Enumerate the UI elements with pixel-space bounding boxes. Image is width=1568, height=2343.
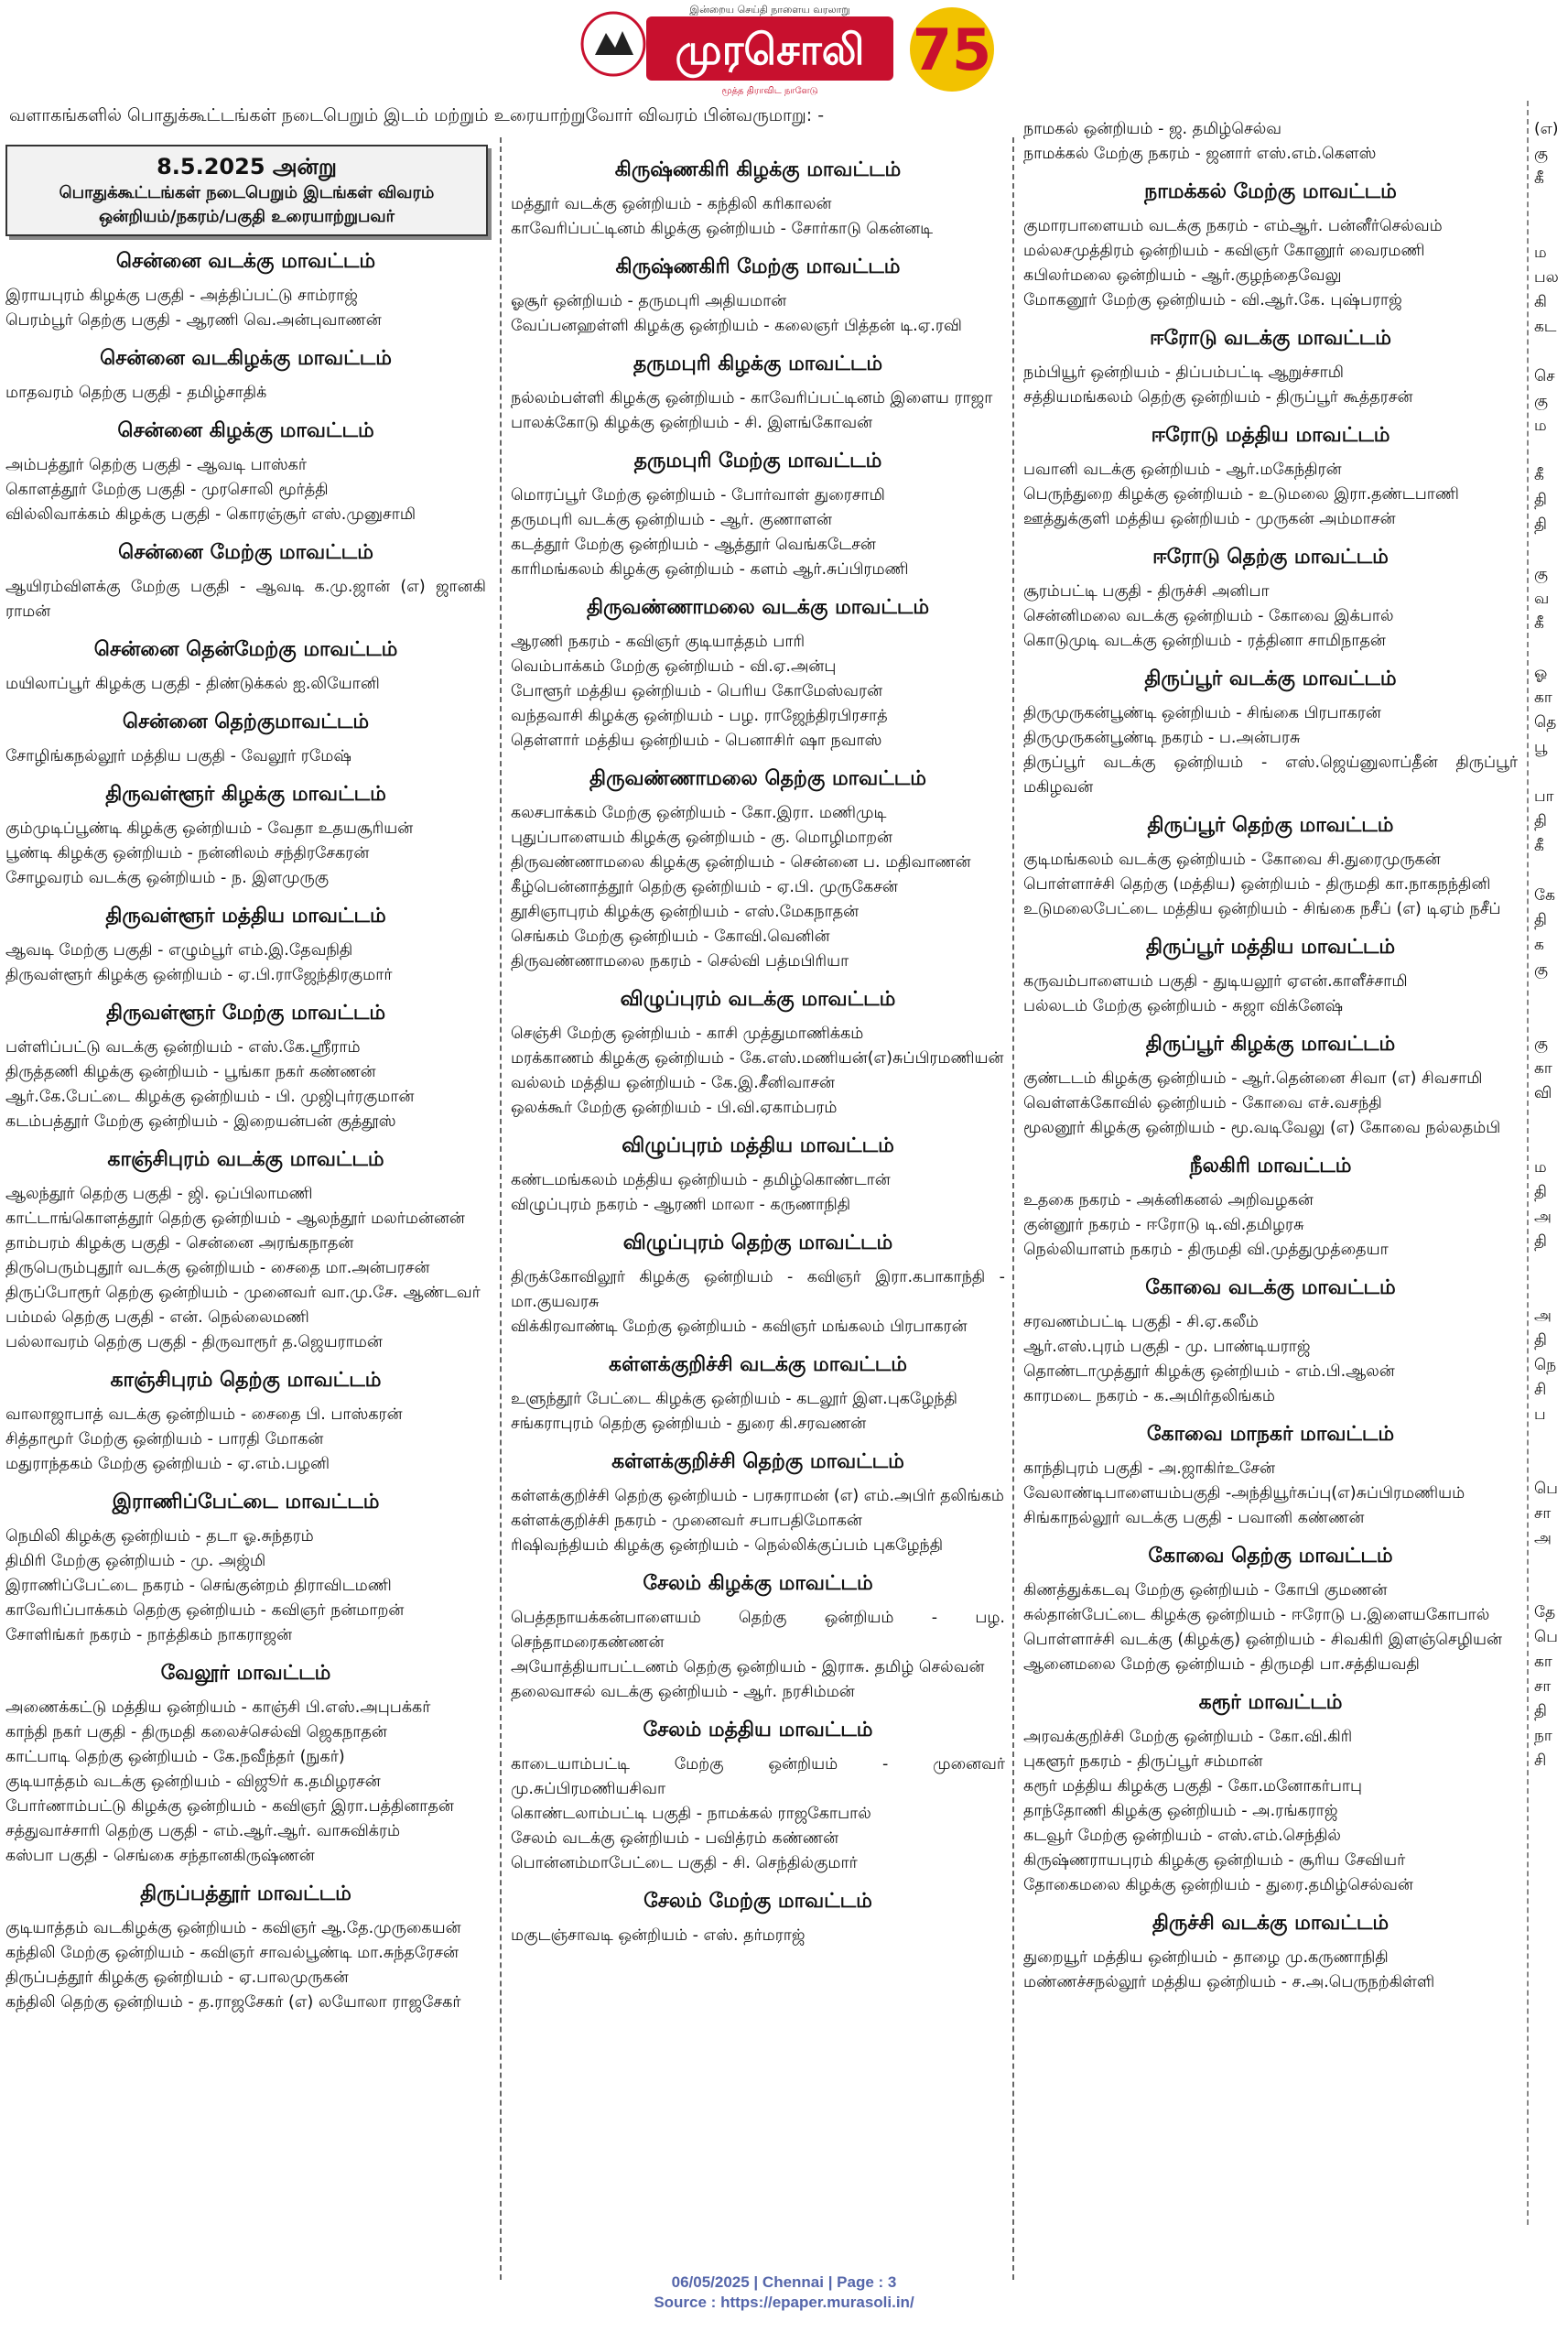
venue-speaker-line: காரமடை நகரம் - க.அமிர்தலிங்கம் [1023,1387,1275,1405]
venue-speaker-line: திருப்போரூர் தெற்கு ஒன்றியம் - முனைவர் வா.மு.சே. ஆண்டவர் [5,1284,481,1302]
edge-fragment: தி [1534,515,1547,534]
venue-speaker-line: காந்திபுரம் பகுதி - அ.ஜாகிர்உசேன் [1023,1459,1276,1478]
venue-speaker-line: வாலாஜாபாத் வடக்கு ஒன்றியம் - சைதை பி. பாஸ்கரன் [5,1405,403,1424]
venue-speaker-line: திருத்தணி கிழக்கு ஒன்றியம் - பூங்கா நகர் கண்ணன் [5,1063,376,1081]
venue-speaker-line: கொடுமுடி வடக்கு ஒன்றியம் - ரத்தினா சாமிநாதன் [1023,632,1386,650]
district-list [1023,179,1518,1995]
venue-speaker-line: நெமிலி கிழக்கு ஒன்றியம் - தடா ஓ.சுந்தரம் [5,1527,314,1546]
venue-speaker-line: மல்லசமுத்திரம் ஒன்றியம் - கவிஞர் கோனூர் வைரமணி [1023,242,1425,260]
district-heading: கரூர் மாவட்டம் [1198,1691,1343,1714]
venue-speaker-line: பள்ளிப்பட்டு வடக்கு ஒன்றியம் - எஸ்.கே.ஸ்ரீராம் [5,1038,361,1057]
venue-speaker-line: தோகைமலை கிழக்கு ஒன்றியம் - துரை.தமிழ்செல்வன் [1023,1876,1413,1894]
venue-speaker-line: குமாரபாளையம் வடக்கு நகரம் - எம்ஆர். பன்னீர்செல்வம் [1023,217,1443,235]
venue-speaker-line: காட்பாடி தெற்கு ஒன்றியம் - கே.நவீந்தர் (நுகர்) [5,1748,345,1766]
edge-fragment [1534,1254,1568,1279]
district-heading: ஈரோடு வடக்கு மாவட்டம் [1150,327,1391,350]
venue-speaker-line: ஆனைமலை மேற்கு ஒன்றியம் - திருமதி பா.சத்தியவதி [1023,1655,1420,1674]
venue-speaker-line: சத்துவாச்சாரி தெற்கு பகுதி - எம்.ஆர்.ஆர். வாசுவிக்ரம் [5,1822,401,1840]
edge-fragment [1534,1106,1568,1131]
venue-speaker-line: பல்லடம் மேற்கு ஒன்றியம் - சுஜா விக்னேஷ் [1023,997,1344,1015]
venue-speaker-line: கள்ளக்குறிச்சி தெற்கு ஒன்றியம் - பரசுராமன் (எ) எம்.அபிர் தலிங்கம் [511,1487,1004,1505]
logo-tagline: இன்றைய செய்தி நாளைய வரலாறு [689,4,850,16]
venue-speaker-line: காவேரிப்பாக்கம் தெற்கு ஒன்றியம் - கவிஞர் நன்மாறன் [5,1601,405,1620]
venue-speaker-line: தாம்பரம் கிழக்கு பகுதி - சென்னை அரங்கநாதன் [5,1234,354,1253]
edge-fragment: ஓ [1534,664,1548,682]
district-heading: நீலகிரி மாவட்டம் [1189,1155,1352,1177]
venue-speaker-line: கடத்தூர் மேற்கு ஒன்றியம் - ஆத்தூர் வெங்கடேசன் [511,536,876,554]
column-divider [1527,101,1529,2225]
venue-speaker-line: மத்தூர் வடக்கு ஒன்றியம் - கந்திலி கரிகாலன் [511,195,832,213]
edge-fragment: கு [1534,960,1549,979]
logo-title: முரசொலி [675,25,865,74]
venue-speaker-line: புதுப்பாளையம் கிழக்கு ஒன்றியம் - கு. மொழிமாறன் [511,829,892,847]
venue-speaker-line: மகுடஞ்சாவடி ஒன்றியம் - எஸ். தர்மராஜ் [511,1926,806,1945]
venue-speaker-line: துறையூர் மத்திய ஒன்றியம் - தாழை மு.கருணாநிதி [1023,1948,1389,1967]
district-list [511,157,1005,1948]
logo-anniversary: 75 [912,16,992,83]
edge-fragment: நா [1534,1727,1552,1745]
venue-speaker-line: கொண்டலாம்பட்டி பகுதி - நாமக்கல் ராஜகோபால் [511,1805,871,1823]
continued-line: நாமகல் ஒன்றியம் - ஜ. தமிழ்செல்வ [1023,120,1281,138]
venue-speaker-line: உடுமலைபேட்டை மத்திய ஒன்றியம் - சிங்கை நசீப் (எ) டிஏம் நசீப் [1023,900,1501,918]
venue-speaker-line: சத்தியமங்கலம் தெற்கு ஒன்றியம் - திருப்பூர் கூத்தரசன் [1023,388,1413,407]
venue-speaker-line: மோகனூர் மேற்கு ஒன்றியம் - வி.ஆர்.கே. புஷ்பராஜ் [1023,291,1402,309]
column-divider [1012,137,1014,2280]
edge-fragment: நெ [1534,1356,1557,1374]
edge-fragment [1534,1452,1568,1477]
venue-speaker-line: ரிஷிவந்தியம் கிழக்கு ஒன்றியம் - நெல்லிக்குப்பம் புகழேந்தி [511,1536,944,1555]
venue-speaker-line: மரக்காணம் கிழக்கு ஒன்றியம் - கே.எஸ்.மணியன்(எ)சுப்பிரமணியன் [511,1049,1004,1068]
edge-fragment: அ [1534,1307,1552,1325]
venue-speaker-line: வல்லம் மத்திய ஒன்றியம் - கே.இ.சீனிவாசன் [511,1074,835,1092]
venue-speaker-line: அம்பத்தூர் தெற்கு பகுதி - ஆவடி பாஸ்கர் [5,456,307,474]
venue-speaker-line: கொளத்தூர் மேற்கு பகுதி - முரசொலி மூர்த்தி [5,481,329,499]
edge-fragment: (எ) [1534,120,1559,138]
venue-speaker-line: புகளூர் நகரம் - திருப்பூர் சம்மான் [1023,1752,1263,1771]
edge-fragment: சா [1534,1677,1552,1696]
venue-speaker-line: சென்னிமலை வடக்கு ஒன்றியம் - கோவை இக்பால் [1023,607,1394,625]
cropped-column-edge [1534,117,1568,1774]
district-heading: திருவண்ணாமலை தெற்கு மாவட்டம் [589,767,926,790]
venue-speaker-line: ஆர்.எஸ்.புரம் பகுதி - மு. பாண்டியராஜ் [1023,1338,1311,1356]
venue-speaker-line: உளுந்தூர் பேட்டை கிழக்கு ஒன்றியம் - கடலூர் இள.புகழேந்தி [511,1390,958,1408]
venue-speaker-line: தொண்டாமுத்தூர் கிழக்கு ஒன்றியம் - எம்.பி.ஆலன் [1023,1362,1395,1381]
venue-speaker-line: திருவண்ணாமலை நகரம் - செல்வி பத்மபிரியா [511,952,849,971]
district-heading: சென்னை கிழக்கு மாவட்டம் [117,419,374,442]
edge-fragment: தி [1534,1702,1547,1720]
venue-speaker-line: கிருஷ்ணராயபுரம் கிழக்கு ஒன்றியம் - சூரிய சேவியர் [1023,1851,1406,1870]
venue-speaker-line: தலைவாசல் வடக்கு ஒன்றியம் - ஆர். நரசிம்மன் [511,1683,855,1701]
venue-speaker-line: பெத்தநாயக்கன்பாளையம் தெற்கு ஒன்றியம் - பழ. செந்தாமரைகண்ணன் [511,1609,1005,1652]
column-3 [1023,117,1518,1995]
venue-speaker-line: கலசபாக்கம் மேற்கு ஒன்றியம் - கோ.இரா. மணிமுடி [511,804,887,822]
venue-speaker-line: கும்முடிப்பூண்டி கிழக்கு ஒன்றியம் - வேதா உதயசூரியன் [5,819,414,838]
venue-speaker-line: கந்திலி மேற்கு ஒன்றியம் - கவிஞர் சாவல்பூண்டி மா.சுந்தரேசன் [5,1944,460,1962]
edge-fragment [1534,859,1568,884]
venue-speaker-line: திருமுருகன்பூண்டி நகரம் - ப.அன்பரசு [1023,729,1301,747]
venue-speaker-line: இராயபுரம் கிழக்கு பகுதி - அத்திப்பட்டு சாம்ராஜ் [5,287,358,305]
edge-fragment: தி [1534,911,1547,929]
district-heading: காஞ்சிபுரம் வடக்கு மாவட்டம் [107,1148,384,1171]
district-heading: சென்னை மேற்கு மாவட்டம் [118,541,373,564]
venue-speaker-line: பொள்ளாச்சி தெற்கு (மத்திய) ஒன்றியம் - திருமதி கா.நாகநந்தினி [1023,875,1491,894]
footer-source: Source : https://epaper.murasoli.in/ [654,2294,914,2311]
district-heading: நாமக்கல் மேற்கு மாவட்டம் [1144,180,1397,203]
district-heading: கள்ளக்குறிச்சி வடக்கு மாவட்டம் [609,1353,907,1376]
edge-fragment: கா [1534,689,1552,707]
edge-fragment [1534,1279,1568,1304]
intro-text: வளாகங்களில் பொதுக்கூட்டங்கள் நடைபெறும் இடம் மற்றும் உரையாற்றுவோர் விவரம் பின்வருமாறு: - [9,105,825,125]
venue-speaker-line: பொன்னம்மாபேட்டை பகுதி - சி. செந்தில்குமார் [511,1854,858,1872]
edge-fragment: பூ [1534,738,1548,756]
venue-speaker-line: மண்ணச்சநல்லூர் மத்திய ஒன்றியம் - ச.அ.பெருநற்கிள்ளி [1023,1973,1435,1991]
district-heading: சென்னை வடகிழக்கு மாவட்டம் [100,347,392,370]
page-footer [0,2272,1568,2313]
venue-speaker-line: வந்தவாசி கிழக்கு ஒன்றியம் - பழ. ராஜேந்திரபிரசாத் [511,707,888,725]
district-heading: விழுப்புரம் வடக்கு மாவட்டம் [620,988,896,1011]
district-heading: திருப்பூர் தெற்கு மாவட்டம் [1147,814,1394,837]
venue-speaker-line: கபிலர்மலை ஒன்றியம் - ஆர்.குழந்தைவேலு [1023,266,1342,285]
venue-speaker-line: காந்தி நகர் பகுதி - திருமதி கலைச்செல்வி ஜெகநாதன் [5,1723,387,1741]
venue-speaker-line: ஒலக்கூர் மேற்கு ஒன்றியம் - பி.வி.ஏகாம்பரம் [511,1099,838,1117]
edge-fragment [1534,1007,1568,1032]
masthead-logo [568,0,1007,99]
footer-edition: 06/05/2025 | Chennai | Page : 3 [671,2273,897,2291]
edge-fragment: ம [1534,417,1547,435]
venue-speaker-line: திருமுருகன்பூண்டி ஒன்றியம் - சிங்கை பிரபாகரன் [1023,704,1381,722]
venue-speaker-line: பொள்ளாச்சி வடக்கு (கிழக்கு) ஒன்றியம் - சிவகிரி இளஞ்செழியன் [1023,1631,1502,1649]
edge-fragment [1534,1427,1568,1452]
district-list [5,249,486,2015]
district-heading: விழுப்புரம் தெற்கு மாவட்டம் [622,1231,893,1254]
edge-fragment [1534,982,1568,1007]
venue-speaker-line: குடியாத்தம் வடகிழக்கு ஒன்றியம் - கவிஞர் ஆ.தே.முருகையன் [5,1919,461,1937]
edge-fragment: சி [1534,1752,1547,1770]
venue-speaker-line: விக்கிரவாண்டி மேற்கு ஒன்றியம் - கவிஞர் மங்கலம் பிரபாகரன் [511,1318,968,1336]
edge-fragment: கு [1534,145,1549,163]
venue-speaker-line: சோழிங்கநல்லூர் மத்திய பகுதி - வேலூர் ரமேஷ் [5,747,351,765]
venue-speaker-line: மூலனூர் கிழக்கு ஒன்றியம் - மூ.வடிவேலு (எ) கோவை நல்லதம்பி [1023,1119,1501,1137]
venue-speaker-line: தெள்ளார் மத்திய ஒன்றியம் - பெனாசிர் ஷா நவாஸ் [511,732,882,750]
venue-speaker-line: பெரம்பூர் தெற்கு பகுதி - ஆரணி வெ.அன்புவாணன் [5,311,382,330]
edge-fragment: கு [1534,565,1549,583]
venue-speaker-line: சரவணம்பட்டி பகுதி - சி.ஏ.கலீம் [1023,1313,1259,1331]
venue-speaker-line: கள்ளக்குறிச்சி நகரம் - முனைவர் சபாபதிமோகன் [511,1512,862,1530]
venue-speaker-line: கிணத்துக்கடவு மேற்கு ஒன்றியம் - கோபி குமணன் [1023,1581,1388,1600]
venue-speaker-line: பாலக்கோடு கிழக்கு ஒன்றியம் - சி. இளங்கோவன் [511,414,873,432]
venue-speaker-line: சித்தாமூர் மேற்கு ஒன்றியம் - பாரதி மோகன் [5,1430,324,1448]
edge-fragment [1534,1576,1568,1600]
venue-speaker-line: கருவம்பாளையம் பகுதி - துடியலூர் ஏஎன்.காளீச்சாமி [1023,972,1408,991]
venue-speaker-line: ஓசூர் ஒன்றியம் - தருமபுரி அதியமான் [511,292,787,310]
column-1 [5,145,486,2015]
edge-fragment: ப [1534,1405,1546,1424]
venue-speaker-line: திருவள்ளூர் கிழக்கு ஒன்றியம் - ஏ.பி.ராஜேந்திரகுமார் [5,966,393,984]
venue-speaker-line: சுல்தான்பேட்டை கிழக்கு ஒன்றியம் - ஈரோடு ப.இளையகோபால் [1023,1606,1490,1624]
edge-fragment: அ [1534,1529,1552,1547]
murasoli-logo [568,0,1007,99]
venue-speaker-line: திமிரி மேற்கு ஒன்றியம் - மு. அஜ்மி [5,1552,266,1570]
district-heading: சென்னை தெற்குமாவட்டம் [122,710,370,733]
venue-speaker-line: உதகை நகரம் - அக்னிகனல் அறிவழகன் [1023,1191,1314,1209]
district-heading: தருமபுரி மேற்கு மாவட்டம் [633,450,882,472]
edge-fragment [1534,439,1568,463]
district-heading: ஈரோடு மத்திய மாவட்டம் [1151,424,1390,447]
venue-speaker-line: வில்லிவாக்கம் கிழக்கு பகுதி - கொரஞ்சூர் எஸ்.முனுசாமி [5,505,416,524]
venue-speaker-line: அயோத்தியாபட்டணம் தெற்கு ஒன்றியம் - இராசு. தமிழ் செல்வன் [511,1658,985,1676]
district-heading: திருச்சி வடக்கு மாவட்டம் [1152,1912,1390,1935]
edge-fragment: க [1534,936,1544,954]
venue-speaker-line: அணைக்கட்டு மத்திய ஒன்றியம் - காஞ்சி பி.எஸ்.அபுபக்கர் [5,1698,431,1717]
venue-speaker-line: சூரம்பட்டி பகுதி - திருச்சி அனிபா [1023,582,1270,601]
venue-speaker-line: நெல்லியாளம் நகரம் - திருமதி வி.முத்துமுத்தையா [1023,1241,1389,1259]
edge-fragment: கு [1534,1035,1549,1053]
edge-fragment: கா [1534,1653,1552,1671]
district-heading: வேலூர் மாவட்டம் [160,1662,331,1685]
venue-speaker-line: பல்லாவரம் தெற்கு பகுதி - திருவாரூர் த.ஜெயராமன் [5,1333,383,1351]
venue-speaker-line: நம்பியூர் ஒன்றியம் - திப்பம்பட்டி ஆறுச்சாமி [1023,363,1344,382]
edge-fragment [1534,340,1568,364]
venue-speaker-line: பம்மல் தெற்கு பகுதி - என். நெல்லைமணி [5,1308,309,1327]
venue-speaker-line: காட்டாங்கொளத்தூர் தெற்கு ஒன்றியம் - ஆலந்தூர் மலர்மன்னன் [5,1209,465,1228]
edge-fragment: பா [1534,787,1554,806]
district-heading: சேலம் மத்திய மாவட்டம் [643,1719,873,1741]
edge-fragment: சா [1534,1504,1552,1523]
venue-speaker-line: கந்திலி தெற்கு ஒன்றியம் - த.ராஜசேகர் (எ) லயோலா ராஜசேகர் [5,1993,461,2012]
venue-speaker-line: சிங்காநல்லூர் வடக்கு பகுதி - பவானி கண்ணன் [1023,1509,1365,1527]
venue-speaker-line: கரூர் மத்திய கிழக்கு பகுதி - கோ.மனோகர்பாபு [1023,1777,1363,1795]
venue-speaker-line: தருமபுரி வடக்கு ஒன்றியம் - ஆர். குணாளன் [511,511,832,529]
district-heading: விழுப்புரம் மத்திய மாவட்டம் [622,1134,894,1157]
venue-speaker-line: விழுப்புரம் நகரம் - ஆரணி மாலா - கருணாநிதி [511,1196,851,1214]
edge-fragment: கீ [1534,837,1544,855]
edge-fragment: கீ [1534,169,1544,188]
venue-speaker-line: சேலம் வடக்கு ஒன்றியம் - பவித்ரம் கண்ணன் [511,1829,839,1848]
edge-fragment: தி [1534,491,1547,509]
edge-fragment: ம [1534,1158,1547,1177]
venue-speaker-line: செஞ்சி மேற்கு ஒன்றியம் - காசி முத்துமாணிக்கம் [511,1025,864,1043]
district-heading: திருப்பூர் மத்திய மாவட்டம் [1145,936,1396,959]
venue-speaker-line: காடையாம்பட்டி மேற்கு ஒன்றியம் - முனைவர் மு.சுப்பிரமணியசிவா [511,1755,1005,1798]
district-heading: இராணிப்பேட்டை மாவட்டம் [112,1491,380,1513]
venue-speaker-line: மாதவரம் தெற்கு பகுதி - தமிழ்சாதிக் [5,384,267,402]
venue-speaker-line: சங்கராபுரம் தெற்கு ஒன்றியம் - துரை கி.சரவணன் [511,1415,867,1433]
edge-fragment: பெ [1534,1628,1558,1646]
district-heading: சேலம் மேற்கு மாவட்டம் [643,1890,872,1913]
venue-speaker-line: காவேரிப்பட்டினம் கிழக்கு ஒன்றியம் - சோர்காடு கென்னடி [511,220,934,238]
edge-fragment: ம [1534,244,1547,262]
edge-fragment: பல [1534,268,1559,287]
edge-fragment: தே [1534,1603,1556,1622]
venue-speaker-line: வெம்பாக்கம் மேற்கு ஒன்றியம் - வி.ஏ.அன்பு [511,657,837,676]
district-heading: சேலம் கிழக்கு மாவட்டம் [643,1572,873,1595]
district-heading: சென்னை வடக்கு மாவட்டம் [115,250,376,273]
district-heading: கோவை வடக்கு மாவட்டம் [1145,1276,1396,1299]
district-heading: கோவை மாநகர் மாவட்டம் [1146,1423,1395,1446]
venue-speaker-line: நல்லம்பள்ளி கிழக்கு ஒன்றியம் - காவேரிப்பட்டினம் இளைய ராஜா [511,389,993,407]
venue-speaker-line: பூண்டி கிழக்கு ஒன்றியம் - நன்னிலம் சந்திரசேகரன் [5,844,370,862]
venue-speaker-line: போர்ணாம்பட்டு கிழக்கு ஒன்றியம் - கவிஞர் இரா.பத்தினாதன் [5,1797,454,1816]
edge-fragment: அ [1534,1208,1552,1226]
district-heading: சென்னை தென்மேற்கு மாவட்டம் [93,638,398,661]
venue-speaker-line: கண்டமங்கலம் மத்திய ஒன்றியம் - தமிழ்கொண்டான் [511,1171,891,1189]
venue-speaker-line: குடிமங்கலம் வடக்கு ஒன்றியம் - கோவை சி.துரைமுருகன் [1023,851,1441,869]
column-2 [511,145,1005,1948]
edge-fragment: கீ [1534,466,1544,484]
edge-fragment [1534,191,1568,216]
edge-fragment: கா [1534,1059,1552,1078]
date-heading: 8.5.2025 அன்று [157,154,337,179]
edge-fragment: கு [1534,392,1549,410]
edge-fragment: கீ [1534,614,1544,633]
district-heading: திருவள்ளூர் கிழக்கு மாவட்டம் [105,783,386,806]
venue-speaker-line: சோழவரம் வடக்கு ஒன்றியம் - ந. இளமுருகு [5,869,330,887]
date-subheading: பொதுக்கூட்டங்கள் நடைபெறும் இடங்கள் விவரம் [59,183,435,202]
venue-speaker-line: கீழ்பென்னாத்தூர் தெற்கு ஒன்றியம் - ஏ.பி. முருகேசன் [511,878,898,896]
edge-fragment: சி [1534,1381,1547,1399]
venue-speaker-line: ஊத்துக்குளி மத்திய ஒன்றியம் - முருகன் அம்மாசன் [1023,510,1396,528]
venue-speaker-line: தாந்தோணி கிழக்கு ஒன்றியம் - அ.ரங்கராஜ் [1023,1802,1338,1820]
venue-speaker-line: கடவூர் மேற்கு ஒன்றியம் - எஸ்.எம்.செந்தில் [1023,1827,1341,1845]
venue-speaker-line: பெருந்துறை கிழக்கு ஒன்றியம் - உடுமலை இரா.தண்டபாணி [1023,485,1459,504]
edge-fragment: தெ [1534,713,1557,732]
edge-fragment [1534,1131,1568,1155]
logo-subtitle: மூத்த திராவிட நாளேடு [721,86,818,96]
edge-fragment: தி [1534,1183,1547,1201]
edge-fragment: தி [1534,812,1547,830]
edge-fragment [1534,216,1568,241]
venue-speaker-line: ஆரணி நகரம் - கவிஞர் குடியாத்தம் பாரி [511,633,806,651]
edge-fragment [1534,636,1568,661]
edge-fragment: வ [1534,590,1550,608]
venue-speaker-line: திருப்பத்தூர் கிழக்கு ஒன்றியம் - ஏ.பாலமுருகன் [5,1969,349,1987]
edge-fragment: கட [1534,318,1557,336]
district-heading: ஈரோடு தெற்கு மாவட்டம் [1152,546,1389,569]
column-divider [500,137,502,2280]
district-heading: கள்ளக்குறிச்சி தெற்கு மாவட்டம் [611,1450,904,1473]
district-heading: திருப்பூர் வடக்கு மாவட்டம் [1144,667,1397,690]
edge-fragment: தி [1534,1331,1547,1350]
venue-speaker-line: திருவண்ணாமலை கிழக்கு ஒன்றியம் - சென்னை ப. மதிவாணன் [511,853,971,872]
edge-fragment: தி [1534,1232,1547,1251]
venue-speaker-line: மதுராந்தகம் மேற்கு ஒன்றியம் - ஏ.எம்.பழனி [5,1455,330,1473]
district-heading: திருவள்ளூர் மேற்கு மாவட்டம் [105,1002,386,1025]
venue-speaker-line: திருபெரும்புதூர் வடக்கு ஒன்றியம் - சைதை மா.அன்பரசன் [5,1259,430,1277]
venue-speaker-line: ஆயிரம்விளக்கு மேற்கு பகுதி - ஆவடி க.மு.ஜான் (எ) ஜானகி ராமன் [5,578,486,621]
district-heading: காஞ்சிபுரம் தெற்கு மாவட்டம் [110,1369,382,1392]
venue-speaker-line: வேப்பனஹள்ளி கிழக்கு ஒன்றியம் - கலைஞர் பித்தன் டி.ஏ.ரவி [511,317,962,335]
venue-speaker-line: செங்கம் மேற்கு ஒன்றியம் - கோவி.வெனின் [511,927,830,946]
venue-speaker-line: மயிலாப்பூர் கிழக்கு பகுதி - திண்டுக்கல் ஐ.லியோனி [5,675,380,693]
edge-fragment [1534,760,1568,785]
venue-speaker-line: திருப்பூர் வடக்கு ஒன்றியம் - எஸ்.ஜெய்னுலாப்தீன் திருப்பூர் மகிழவன் [1023,754,1518,797]
date-columns-label: ஒன்றியம்/நகரம்/பகுதி உரையாற்றுபவர் [98,207,395,226]
venue-speaker-line: இராணிப்பேட்டை நகரம் - செங்குன்றம் திராவிடமணி [5,1577,392,1595]
edge-fragment: கி [1534,293,1547,311]
district-heading: திருவண்ணாமலை வடக்கு மாவட்டம் [586,596,930,619]
venue-speaker-line: குடியாத்தம் வடக்கு ஒன்றியம் - விஜூர் க.தமிழரசன் [5,1773,381,1791]
venue-speaker-line: அரவக்குறிச்சி மேற்கு ஒன்றியம் - கோ.வி.கிரி [1023,1728,1353,1746]
venue-speaker-line: குண்டடம் கிழக்கு ஒன்றியம் - ஆர்.தென்னை சிவா (எ) சிவசாமி [1023,1069,1483,1088]
district-heading: திருவள்ளூர் மத்திய மாவட்டம் [105,905,386,927]
edge-fragment: செ [1534,367,1555,385]
venue-speaker-line: சோளிங்கர் நகரம் - நாத்திகம் நாகராஜன் [5,1626,293,1644]
venue-speaker-line: ஆலந்தூர் தெற்கு பகுதி - ஜி. ஒப்பிலாமணி [5,1185,313,1203]
district-heading: திருப்பூர் கிழக்கு மாவட்டம் [1145,1033,1396,1056]
district-heading: கோவை தெற்கு மாவட்டம் [1148,1545,1393,1567]
venue-speaker-line: கடம்பத்தூர் மேற்கு ஒன்றியம் - இறையன்பன் குத்தூஸ் [5,1112,396,1131]
venue-speaker-line: ஆர்.கே.பேட்டை கிழக்கு ஒன்றியம் - பி. முஜிபுர்ரகுமான் [5,1088,415,1106]
venue-speaker-line: திருக்கோவிலூர் கிழக்கு ஒன்றியம் - கவிஞர் இரா.கபாகாந்தி - மா.குயவரசு [511,1268,1005,1311]
venue-speaker-line: காரிமங்கலம் கிழக்கு ஒன்றியம் - களம் ஆர்.சுப்பிரமணி [511,560,909,579]
continued-line: நாமக்கல் மேற்கு நகரம் - ஜனார் எஸ்.எம்.கௌஸ் [1023,145,1377,163]
venue-speaker-line: வெள்ளக்கோவில் ஒன்றியம் - கோவை எச்.வசந்தி [1023,1094,1382,1112]
edge-fragment: வி [1534,1084,1552,1102]
edge-fragment: கே [1534,886,1555,905]
venue-speaker-line: ஆவடி மேற்கு பகுதி - எழும்பூர் எம்.இ.தேவநிதி [5,941,353,960]
edge-fragment: பெ [1534,1480,1558,1498]
venue-speaker-line: மொரப்பூர் மேற்கு ஒன்றியம் - போர்வாள் துரைசாமி [511,486,885,504]
district-heading: திருப்பத்தூர் மாவட்டம் [140,1882,351,1905]
venue-speaker-line: குன்னூர் நகரம் - ஈரோடு டி.வி.தமிழரசு [1023,1216,1304,1234]
edge-fragment [1534,537,1568,562]
venue-speaker-line: போளூர் மத்திய ஒன்றியம் - பெரிய கோமேஸ்வரன் [511,682,883,700]
venue-speaker-line: கஸ்பா பகுதி - செங்கை சந்தானகிருஷ்ணன் [5,1847,315,1865]
venue-speaker-line: வேலாண்டிபாளையம்பகுதி -அந்தியூர்சுப்பு(எ)சுப்பிரமணியம் [1023,1484,1465,1502]
venue-speaker-line: பவானி வடக்கு ஒன்றியம் - ஆர்.மகேந்திரன் [1023,461,1342,479]
venue-speaker-line: தூசிஞாபுரம் கிழக்கு ஒன்றியம் - எஸ்.மேகநாதன் [511,903,860,921]
date-box [5,145,488,236]
district-heading: தருமபுரி கிழக்கு மாவட்டம் [633,353,883,375]
district-heading: கிருஷ்ணகிரி கிழக்கு மாவட்டம் [614,158,902,181]
district-heading: கிருஷ்ணகிரி மேற்கு மாவட்டம் [615,255,901,278]
edge-fragment [1534,1551,1568,1576]
